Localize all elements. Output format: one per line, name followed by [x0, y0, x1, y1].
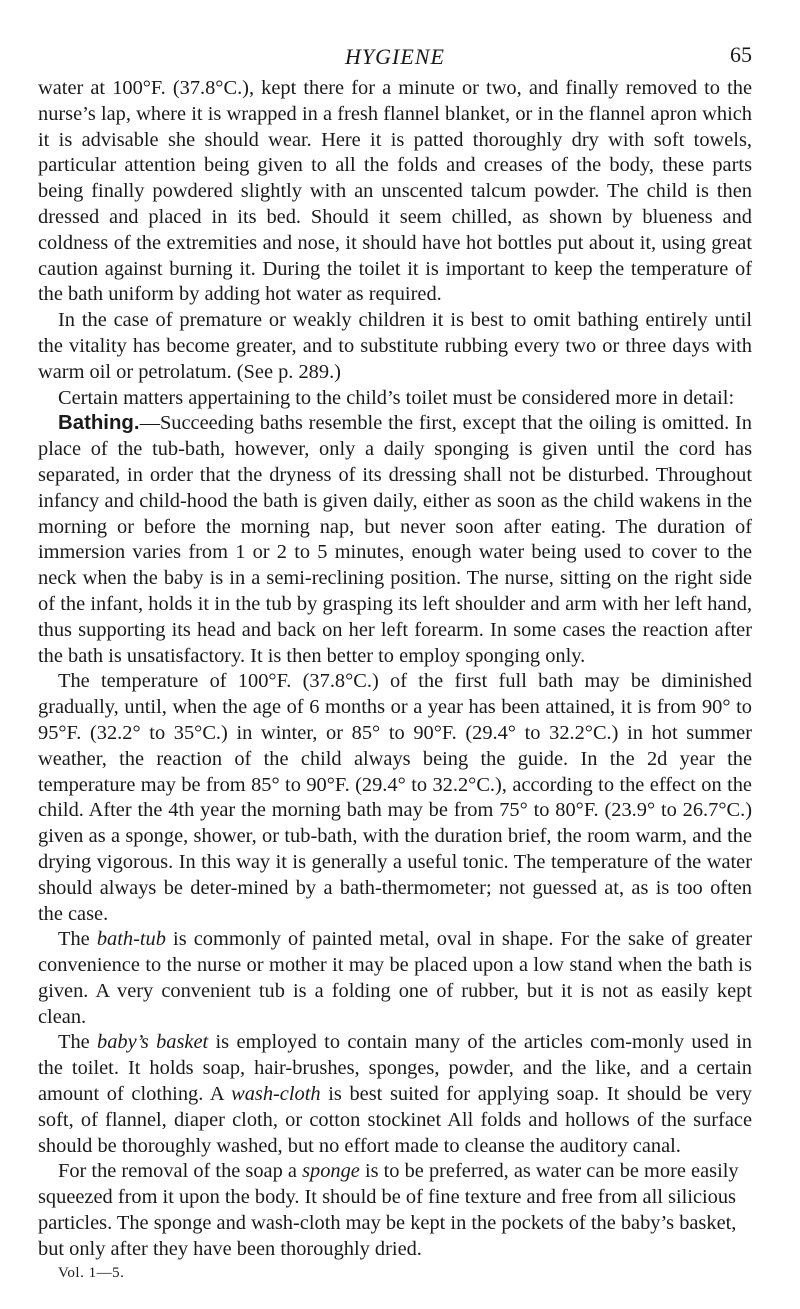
paragraph-text: The [58, 928, 97, 951]
paragraph-text: is to be preferred, as water can be more easily squeezed from it upon the body. It should be of fine texture and free from all silicious particles. The sponge and wash-cloth may be kept in the pockets of the baby’s basket, but only after they have been thoroughly dried. [38, 1160, 739, 1260]
paragraph-text: For the removal of the soap a [58, 1160, 303, 1183]
italic-term: wash-cloth [231, 1083, 321, 1106]
paragraph-text: is commonly of painted metal, oval in shape. For the sake of greater convenience to the nurse or mother it may be placed upon a low stand when the bath is given. A very convenient tub is a folding one of rubber, but it is not as easily kept clean. [38, 928, 752, 1028]
paragraph-text: —Succeeding baths resemble the first, except that the oiling is omitted. In place of the tub-bath, however, only a daily sponging is given until the cord has separated, in order that the dryness of its dressing shall not be disturbed. Throughout infancy and child-hood the bath is given daily, either as soon as the child wakens in the morning or before the morning nap, but never soon after eating. The duration of immersion varies from 1 or 2 to 5 minutes, enough water being used to cover to the neck when the baby is in a semi-reclining position. The nurse, sitting on the right side of the infant, holds it in the tub by grasping its left shoulder and arm with her left hand, thus supporting its head and back on her left forearm. In some cases the reaction after the bath is unsatisfactory. It is then better to employ sponging only. [38, 412, 752, 667]
paragraph [38, 386, 752, 412]
paragraph [38, 1030, 752, 1159]
paragraph [38, 669, 752, 927]
italic-term: sponge [302, 1160, 360, 1183]
paragraph-text: is employed to contain many of the articles com-monly used in the toilet. It holds soap, hair-brushes, sponges, powder, and the like, and a certain amount of clothing. A [38, 1031, 752, 1106]
paragraph-text: water at 100°F. (37.8°C.), kept there for a minute or two, and finally removed to the nurse’s lap, where it is wrapped in a fresh flannel blanket, or in the flannel apron which it is advisable she should wear. Here it is patted thoroughly dry with soft towels, particular attention being given to all the folds and creases of the body, these parts being finally powdered slightly with an unscented talcum powder. The child is then dressed and placed in its bed. Should it seem chilled, as shown by blueness and coldness of the extremities and nose, it should have hot bottles put about it, using great caution against burning it. During the toilet it is important to keep the temperature of the bath uniform by adding hot water as required. [38, 77, 752, 306]
paragraph [38, 76, 752, 308]
italic-term: baby’s basket [97, 1031, 209, 1054]
paragraph-text: The temperature of 100°F. (37.8°C.) of the first full bath may be diminished gradually, until, when the age of 6 months or a year has been attained, it is from 90° to 95°F. (32.2° to 35°C.) in winter, or 85° to 90°F. (29.4° to 32.2°C.) in hot summer weather, the reaction of the child always being the guide. In the 2d year the temperature may be from 85° to 90°F. (29.4° to 32.2°C.), according to the effect on the child. After the 4th year the morning bath may be from 75° to 80°F. (23.9° to 26.7°C.) given as a sponge, shower, or tub-bath, with the duration brief, the room warm, and the drying vigorous. In this way it is generally a useful tonic. The temperature of the water should always be deter-mined by a bath-thermometer; not guessed at, as is too often the case. [38, 670, 752, 925]
paragraph-text: In the case of premature or weakly children it is best to omit bathing entirely until the vitality has become greater, and to substitute rubbing every two or three days with warm oil or petrolatum. (See p. 289.) [38, 309, 752, 383]
paragraph [38, 927, 752, 1030]
paragraph-text: The [58, 1031, 98, 1054]
body-text [38, 76, 752, 1263]
running-title: HYGIENE [345, 44, 445, 69]
italic-term: bath-tub [96, 928, 166, 951]
running-head [38, 0, 752, 76]
paragraph [38, 1159, 752, 1262]
paragraph [38, 411, 752, 669]
signature-mark: Vol. 1—5. [58, 1264, 125, 1281]
section-run-in-heading: Bathing. [58, 412, 140, 435]
page-number: 65 [730, 42, 752, 67]
paragraph-text: Certain matters appertaining to the child’s toilet must be considered more in detail: [58, 386, 735, 409]
paragraph-text: is best suited for applying soap. It should be very soft, of flannel, diaper cloth, or cotton stockinet All folds and hollows of the surface should be thoroughly washed, but no effort made to cleanse the auditory canal. [38, 1083, 753, 1157]
paragraph [38, 308, 752, 385]
